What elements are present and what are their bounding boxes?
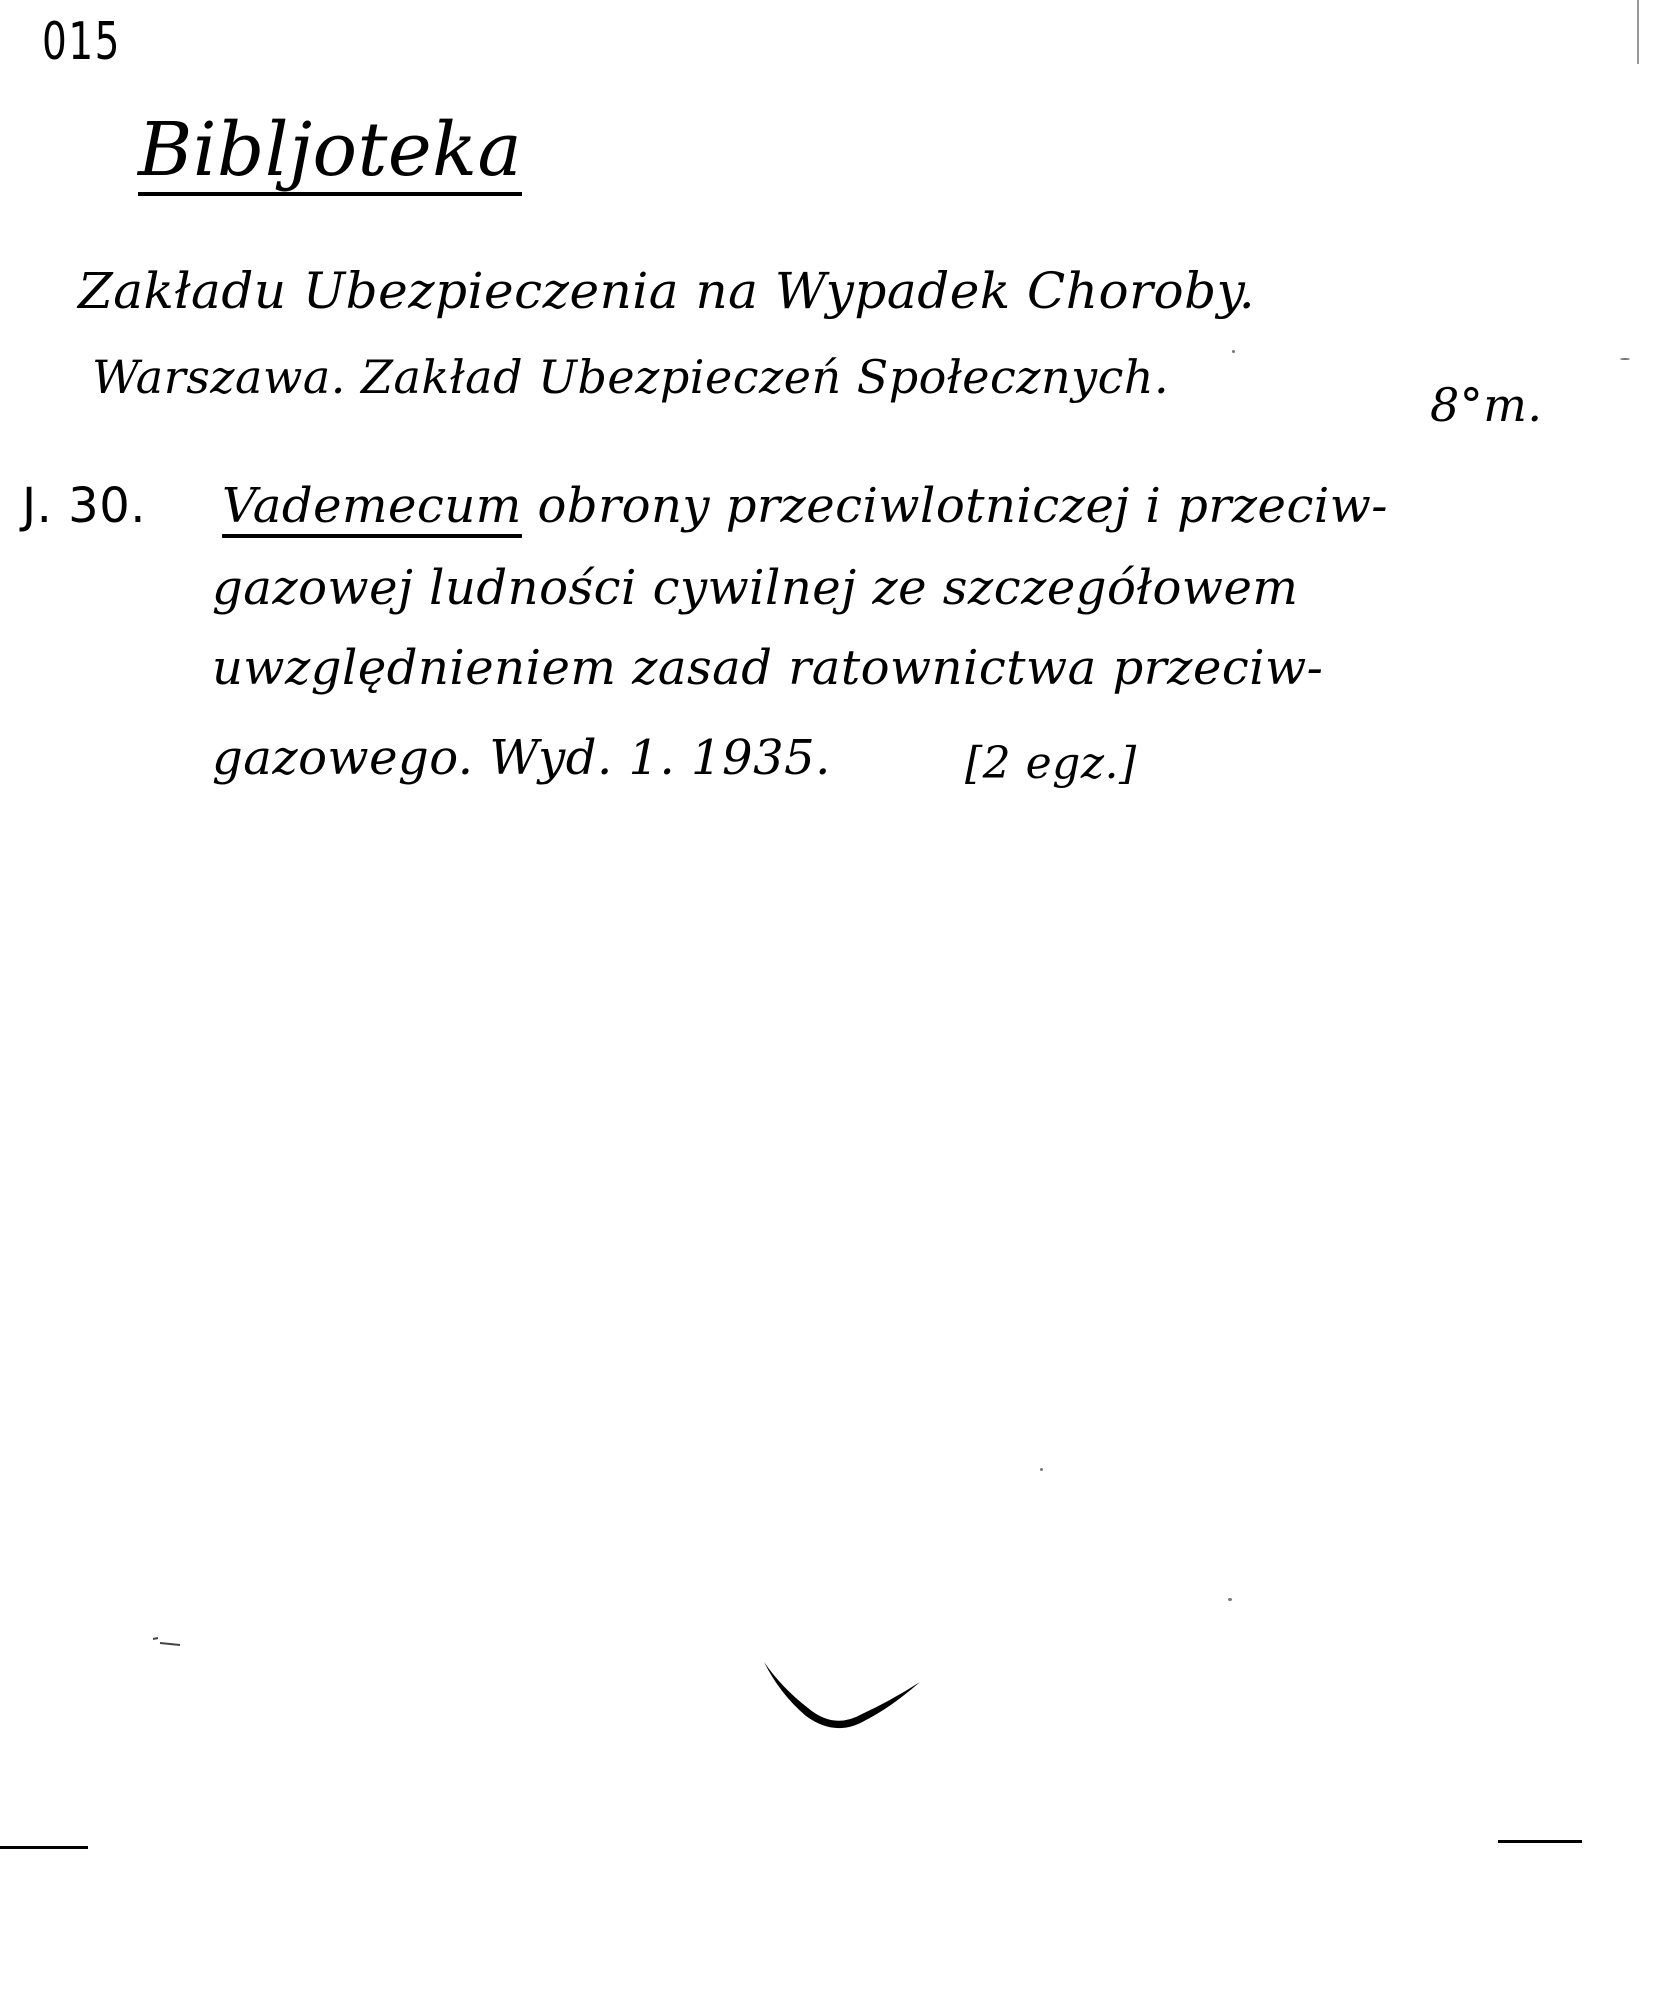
title-line-3: uwzględnieniem zasad ratownictwa przeciw- xyxy=(212,640,1324,696)
ink-speck xyxy=(1040,1468,1043,1471)
ink-speck xyxy=(1228,1598,1232,1601)
institution-name: Zakładu Ubezpieczenia na Wypadek Choroby. xyxy=(78,262,1256,320)
pencil-tick-mark xyxy=(152,1637,182,1651)
title-line-4: gazowego. Wyd. 1. 1935. xyxy=(212,730,831,786)
bottom-right-rule xyxy=(1498,1840,1582,1843)
ink-crescent-mark xyxy=(762,1658,922,1738)
call-number: J. 30. xyxy=(22,478,147,534)
copies-note: [2 egz.] xyxy=(965,738,1137,789)
ink-speck xyxy=(1232,350,1235,353)
format-note: 8°m. xyxy=(1430,378,1543,432)
publisher-line: Warszawa. Zakład Ubezpieczeń Społecznych. xyxy=(92,350,1170,404)
title-line-2: gazowej ludności cywilnej ze szczegółowem xyxy=(212,560,1299,616)
title-keyword: Vademecum xyxy=(222,478,522,538)
title-line-1-rest: obrony przeciwlotniczej i przeciw- xyxy=(537,478,1388,534)
edge-mark xyxy=(1637,0,1639,64)
title-line-1 xyxy=(222,478,1388,534)
card-number: 015 xyxy=(42,12,121,72)
ink-speck xyxy=(1620,358,1630,360)
bottom-left-rule xyxy=(0,1846,88,1849)
library-heading: Bibljoteka xyxy=(138,112,522,196)
